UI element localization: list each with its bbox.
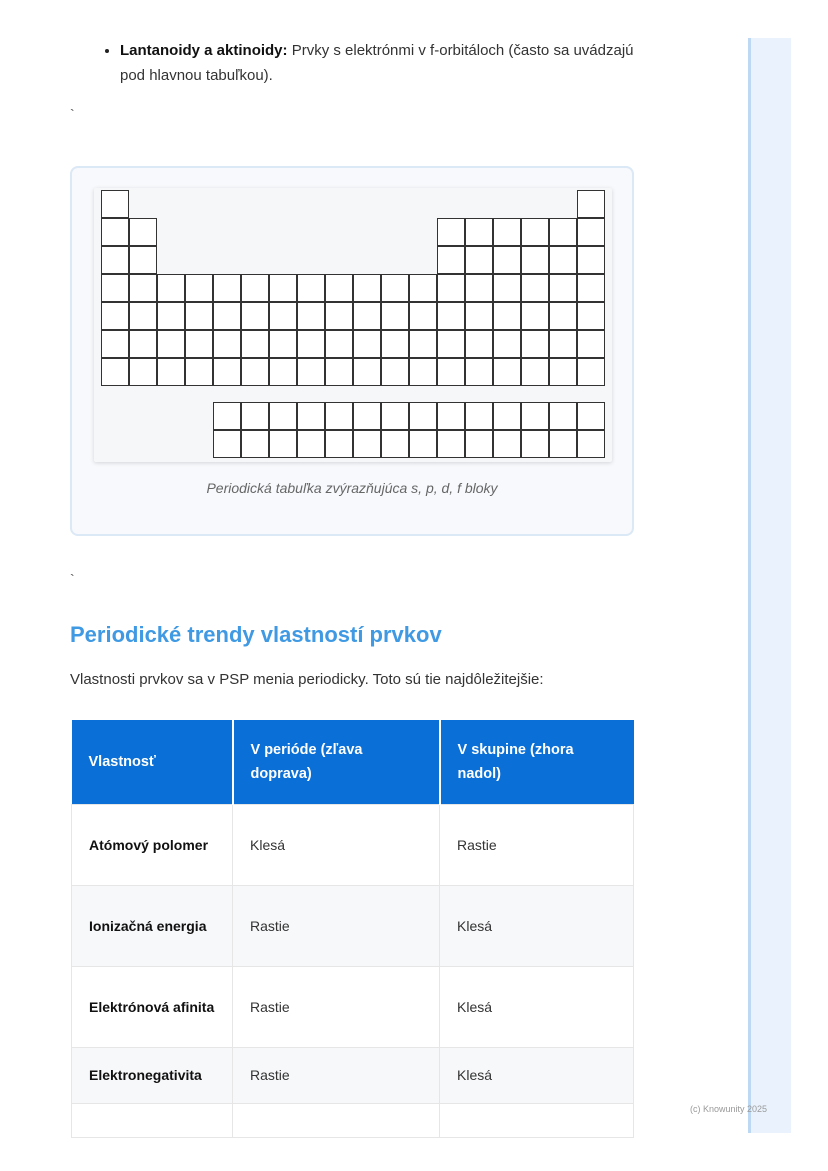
periodic-table-cell xyxy=(213,402,241,430)
periodic-table-cell xyxy=(325,330,353,358)
copyright-text: (c) Knowunity 2025 xyxy=(690,1104,768,1114)
table-cell xyxy=(72,1103,233,1137)
periodic-table-cell xyxy=(493,274,521,302)
periodic-table-cell xyxy=(353,302,381,330)
periodic-table-cell xyxy=(241,358,269,386)
periodic-table-cell xyxy=(437,358,465,386)
periodic-table-cell xyxy=(549,402,577,430)
table-cell: Klesá xyxy=(440,1047,634,1103)
periodic-table-cell xyxy=(129,274,157,302)
periodic-table-cell xyxy=(325,302,353,330)
periodic-table-cell xyxy=(381,402,409,430)
periodic-table-cell xyxy=(437,330,465,358)
periodic-table-cell xyxy=(409,330,437,358)
table-cell: Rastie xyxy=(233,1047,440,1103)
periodic-table-cell xyxy=(409,402,437,430)
periodic-table-cell xyxy=(465,274,493,302)
periodic-table-cell xyxy=(465,330,493,358)
periodic-table-cell xyxy=(297,402,325,430)
periodic-table-cell xyxy=(465,402,493,430)
periodic-table-cell xyxy=(549,330,577,358)
periodic-table-cell xyxy=(353,358,381,386)
periodic-table-cell xyxy=(185,358,213,386)
periodic-table-cell xyxy=(521,274,549,302)
bullet-term: Lantanoidy a aktinoidy: xyxy=(120,42,288,59)
table-cell: Klesá xyxy=(440,966,634,1047)
periodic-table-cell xyxy=(129,246,157,274)
periodic-table-cell xyxy=(409,358,437,386)
table-cell: Rastie xyxy=(233,885,440,966)
periodic-table-cell xyxy=(241,330,269,358)
periodic-table-cell xyxy=(521,358,549,386)
table-cell: Rastie xyxy=(233,966,440,1047)
periodic-table-cell xyxy=(577,218,605,246)
periodic-table-cell xyxy=(157,274,185,302)
periodic-table-cell xyxy=(521,246,549,274)
periodic-table-cell xyxy=(549,302,577,330)
periodic-table-cell xyxy=(465,302,493,330)
bullet-list xyxy=(103,38,660,88)
periodic-table-cell xyxy=(157,358,185,386)
periodic-table-cell xyxy=(493,402,521,430)
periodic-table-cell xyxy=(437,430,465,458)
periodic-table-cell xyxy=(521,330,549,358)
periodic-table-cell xyxy=(409,302,437,330)
periodic-table-cell xyxy=(101,302,129,330)
periodic-table-cell xyxy=(325,358,353,386)
header-property: Vlastnosť xyxy=(72,720,233,804)
periodic-table-cell xyxy=(493,330,521,358)
periodic-table-cell xyxy=(577,274,605,302)
periodic-table-cell xyxy=(241,302,269,330)
header-group: V skupine (zhora nadol) xyxy=(440,720,634,804)
periodic-table-cell xyxy=(493,358,521,386)
periodic-table-cell xyxy=(241,274,269,302)
periodic-table-cell xyxy=(409,430,437,458)
periodic-table-cell xyxy=(437,246,465,274)
separator-mark: ` xyxy=(70,571,75,587)
periodic-table-cell xyxy=(549,358,577,386)
periodic-table-cell xyxy=(577,302,605,330)
periodic-table-cell xyxy=(521,402,549,430)
periodic-table-cell xyxy=(101,246,129,274)
table-row xyxy=(72,966,634,1047)
periodic-table-cell xyxy=(465,430,493,458)
table-cell-property: Elektrónová afinita xyxy=(72,966,233,1047)
figure-caption: Periodická tabuľka zvýrazňujúca s, p, d, f bloky xyxy=(206,480,498,496)
periodic-table-cell xyxy=(269,402,297,430)
bullet-text: Prvky s elektrónmi v f-orbitáloch (často sa uvádzajú pod hlavnou tabuľkou). xyxy=(120,42,634,84)
periodic-table-cell xyxy=(213,274,241,302)
periodic-table-cell xyxy=(577,358,605,386)
periodic-table-cell xyxy=(409,274,437,302)
right-sidebar xyxy=(748,38,791,1133)
periodic-table-cell xyxy=(297,330,325,358)
header-period: V perióde (zľava doprava) xyxy=(233,720,440,804)
periodic-table-cell xyxy=(521,218,549,246)
table-cell-property: Atómový polomer xyxy=(72,804,233,885)
trends-table xyxy=(71,720,634,1138)
periodic-table-cell xyxy=(381,330,409,358)
periodic-table-cell xyxy=(297,274,325,302)
periodic-table-cell xyxy=(297,302,325,330)
periodic-table-cell xyxy=(101,190,129,218)
periodic-table-cell xyxy=(353,402,381,430)
section-heading: Periodické trendy vlastností prvkov xyxy=(70,622,442,647)
periodic-table-cell xyxy=(577,330,605,358)
periodic-table-cell xyxy=(269,274,297,302)
periodic-table-cell xyxy=(129,218,157,246)
periodic-table-cell xyxy=(325,402,353,430)
periodic-table-cell xyxy=(185,274,213,302)
periodic-table-cell xyxy=(353,430,381,458)
periodic-table-cell xyxy=(521,430,549,458)
periodic-table-cell xyxy=(577,246,605,274)
periodic-table-cell xyxy=(437,218,465,246)
periodic-table-cell xyxy=(577,430,605,458)
list-item xyxy=(120,38,660,88)
periodic-table-cell xyxy=(381,358,409,386)
periodic-table-cell xyxy=(465,246,493,274)
periodic-table-cell xyxy=(549,218,577,246)
periodic-table-cell xyxy=(549,274,577,302)
table-cell-property: Ionizačná energia xyxy=(72,885,233,966)
periodic-table-cell xyxy=(381,274,409,302)
periodic-table-cell xyxy=(381,430,409,458)
table-cell xyxy=(233,1103,440,1137)
periodic-table-cell xyxy=(213,330,241,358)
periodic-table-cell xyxy=(101,358,129,386)
table-header-row xyxy=(72,720,634,804)
periodic-table-cell xyxy=(353,274,381,302)
periodic-table-cell xyxy=(549,430,577,458)
periodic-table-cell xyxy=(101,274,129,302)
periodic-table-cell xyxy=(101,218,129,246)
periodic-table-diagram xyxy=(94,188,612,462)
table-cell: Rastie xyxy=(440,804,634,885)
section-intro: Vlastnosti prvkov sa v PSP menia periodicky. Toto sú tie najdôležitejšie: xyxy=(70,671,544,688)
periodic-table-cell xyxy=(437,302,465,330)
periodic-table-cell xyxy=(493,302,521,330)
periodic-table-cell xyxy=(437,274,465,302)
table-cell: Klesá xyxy=(233,804,440,885)
periodic-table-cell xyxy=(325,274,353,302)
separator-mark: ` xyxy=(70,106,75,122)
periodic-table-cell xyxy=(437,402,465,430)
table-cell xyxy=(440,1103,634,1137)
periodic-table-cell xyxy=(101,330,129,358)
periodic-table-cell xyxy=(213,302,241,330)
periodic-table-cell xyxy=(157,302,185,330)
periodic-table-cell xyxy=(465,218,493,246)
periodic-table-cell xyxy=(241,402,269,430)
periodic-table-cell xyxy=(129,302,157,330)
periodic-table-cell xyxy=(493,430,521,458)
periodic-table-cell xyxy=(297,358,325,386)
periodic-table-cell xyxy=(465,358,493,386)
table-row xyxy=(72,804,634,885)
periodic-table-cell xyxy=(353,330,381,358)
periodic-table-cell xyxy=(521,302,549,330)
periodic-table-cell xyxy=(213,430,241,458)
table-cell: Klesá xyxy=(440,885,634,966)
periodic-table-cell xyxy=(185,302,213,330)
periodic-table-cell xyxy=(185,330,213,358)
periodic-table-cell xyxy=(493,218,521,246)
periodic-table-cell xyxy=(549,246,577,274)
periodic-table-cell xyxy=(493,246,521,274)
periodic-table-cell xyxy=(129,330,157,358)
periodic-table-cell xyxy=(577,190,605,218)
periodic-table-cell xyxy=(297,430,325,458)
periodic-table-cell xyxy=(269,330,297,358)
periodic-table-cell xyxy=(241,430,269,458)
periodic-table-cell xyxy=(129,358,157,386)
periodic-table-cell xyxy=(213,358,241,386)
periodic-table-cell xyxy=(325,430,353,458)
periodic-table-cell xyxy=(381,302,409,330)
table-row xyxy=(72,1103,634,1137)
periodic-table-cell xyxy=(577,402,605,430)
periodic-table-cell xyxy=(269,430,297,458)
periodic-table-cell xyxy=(269,302,297,330)
table-cell-property: Elektronegativita xyxy=(72,1047,233,1103)
periodic-table-cell xyxy=(269,358,297,386)
table-row xyxy=(72,1047,634,1103)
table-row xyxy=(72,885,634,966)
periodic-table-figure xyxy=(70,166,634,536)
periodic-table-cell xyxy=(157,330,185,358)
